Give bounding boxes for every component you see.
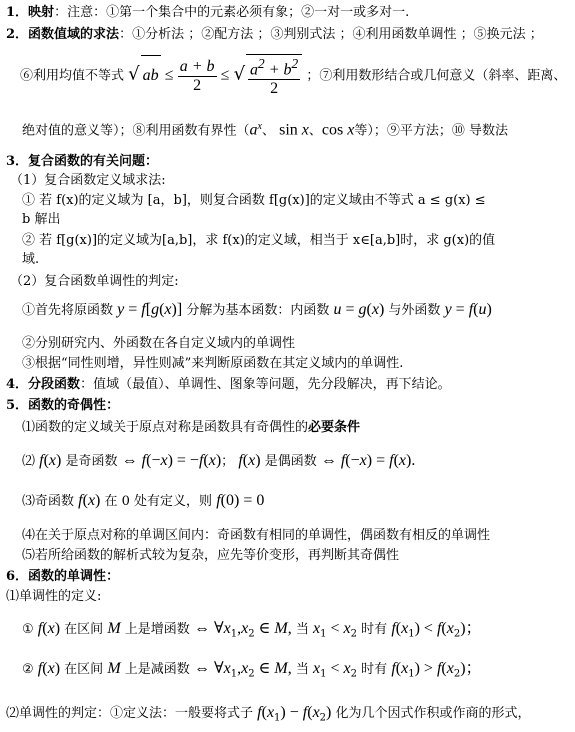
s6-increasing: ① f(x) 在区间 M 上是增函数 ⇔ $\forall x_1,x_2$ ∈ M, 当 $x_1 < x_2$ 时有 $f(x_1) < f(x_2)$； [22,620,482,640]
section-2-title: 函数值域的求法 [28,27,120,42]
s5-p1: ⑴函数的定义域关于原点对称是函数具有奇偶性的必要条件 [22,420,361,435]
section-1-number: 1． [6,5,29,20]
mean-inequality-line: ⑥利用均值不等式 √ ab ≤ $\frac{a + b}{2}$ ≤ √ $\frac{a^2 + b^2}{2}$ ；⑦利用数形结合或几何意义（斜率、距离、 [20,56,567,98]
section-3: 3．复合函数的有关问题： [6,154,159,169]
s3-p1b: ② 若 f[g(x)]的定义域为[a,b]，求 f(x)的定义域，相当于 x∈[a,b]时，求 g(x)的值 [22,233,496,248]
section-1-title: 映射 [28,5,55,20]
section-2-tail: 绝对值的意义等）；⑧利用函数有界性（$a^x$、 sin x、cos x等）；⑨平方法；⑩ 导数法 [22,121,508,139]
item-7-label: ；⑦利用数形结合或几何意义（斜率、距离、 [306,68,567,84]
section-1 [6,4,409,22]
s3-p2c: ③根据“同性则增，异性则减”来判断原函数在其定义域内的单调性. [22,356,404,371]
s5-p3: ⑶奇函数 f(x) 在 0 处有定义，则 f(0) = 0 [22,492,265,509]
s3-p1b2: 域. [22,252,40,267]
s3-p1a2: b 解出 [22,212,61,227]
section-2-number: 2． [6,27,29,42]
s6-p1: ⑴单调性的定义: [6,589,102,604]
section-5: 5．函数的奇偶性： [6,398,120,413]
section-4-title: 分段函数 [28,377,81,392]
section-3-title: 复合函数的有关问题： [28,154,159,169]
section-5-title: 函数的奇偶性 [28,398,107,413]
s3-p2b: ②分别研究内、外函数在各自定义域内的单调性 [22,336,296,351]
section-6: 6．函数的单调性： [6,569,120,584]
s3-p2a: ①首先将原函数 y = f[g(x)] 分解为基本函数：内函数 u = g(x) 与外函数 y = f(u) [22,301,492,318]
s3-p2: （2）复合函数单调性的判定: [10,274,179,289]
item-6-label: ⑥利用均值不等式 [20,68,125,84]
s3-p1: （1）复合函数定义域求法: [10,173,166,188]
section-4: 4．分段函数：值域（最值）、单调性、图象等问题，先分段解决，再下结论。 [6,377,451,392]
section-2-text: ：①分析法 ；②配方法 ；③判别式法 ；④利用函数单调性 ；⑤换元法 ； [119,27,543,42]
s5-p2: ⑵ f(x) 是奇函数 ⇔ f(−x) = −f(x)； f(x) 是偶函数 ⇔ f(−x) = f(x). [22,452,416,469]
s6-decreasing: ② f(x) 在区间 M 上是减函数 ⇔ $\forall x_1,x_2$ ∈ M, 当 $x_1 < x_2$ 时有 $f(x_1) > f(x_2)$； [22,660,482,680]
section-6-title: 函数的单调性 [28,569,107,584]
section-1-text: ：注意：①第一个集合中的元素必须有象；②一对一或多对一. [54,5,410,20]
s5-p5: ⑸若所给函数的解析式较为复杂，应先等价变形，再判断其奇偶性 [22,548,400,563]
section-2 [6,26,543,44]
s5-p4: ⑷在关于原点对称的单调区间内：奇函数有相同的单调性，偶函数有相反的单调性 [22,528,491,543]
s3-p1a: ① 若 f(x)的定义域为 [a，b]，则复合函数 f[g(x)]的定义域由不等式 a ≤ g(x) ≤ [22,193,486,208]
s6-p3: ⑵单调性的判定：①定义法：一般要将式子 $f(x_1) - f(x_2)$ 化为几个因式作积或作商的形式， [6,704,531,724]
